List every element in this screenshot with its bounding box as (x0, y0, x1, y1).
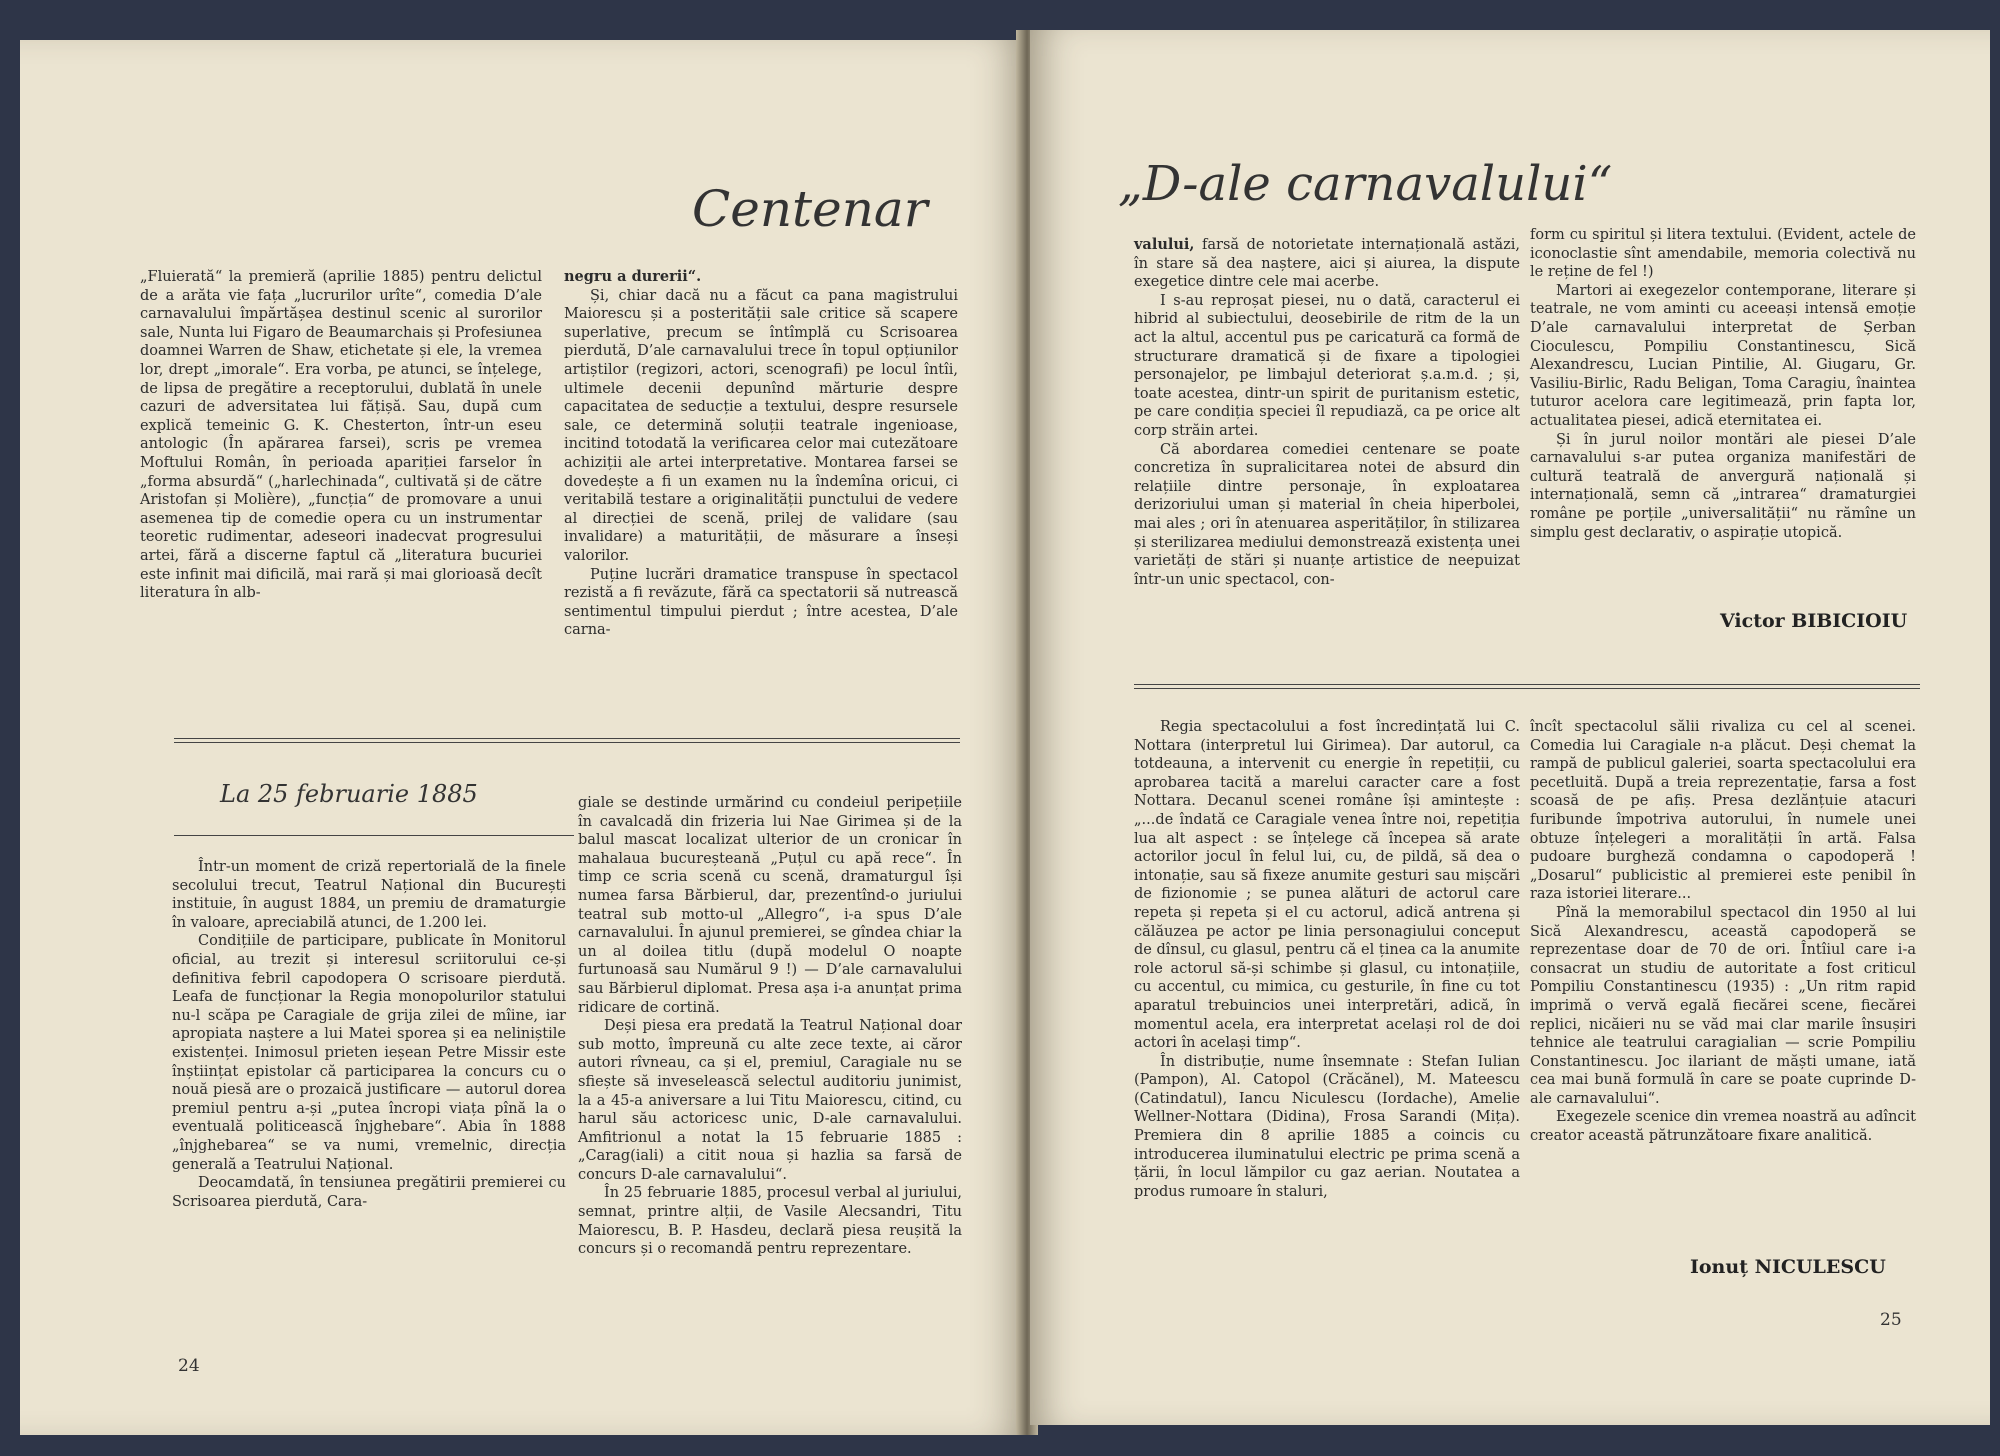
regia-text-2a: încît spectacolul sălii rivaliza cu cel al scenei. Comedia lui Caragiale n-a plăcut. Deși chemat la rampă de publicul galeriei, soarta spectacolului era pecetluită. După a treia reprezentație, farsa a fost scoasă de pe afiș. Presa dezlănțuie atacuri furibunde împotriva autorului, în numele unei obtuze înțelegeri a moralității în artă. Falsa pudoare burgheză condamna o capodoperă ! „Dosarul“ publicistic al premierei este penibil în raza istoriei literare... (1530, 719, 1916, 903)
author-niculescu: Ionuț NICULESCU (1690, 1256, 1886, 1278)
february-text-2b: Deși piesa era predată la Teatrul Național doar sub motto, împreună cu alte zece texte, ai căror autori rîvneau, ca și el, premiul, Caragiale nu se sfiește să inveselească selectul auditoriu junimist, la a 45-a aniversare a lui Titu Maiorescu, citind, cu harul său actoricesc unic, D-ale carnavalului. Amfitrionul a notat la 15 februarie 1885 : „Carag(iali) a citit noua și hazlia sa farsă de concurs D-ale carnavalului“. (578, 1018, 962, 1183)
centenar-heading: Centenar (692, 180, 928, 238)
centenar-text-2b: Puține lucrări dramatice transpuse în spectacol rezistă a fi revăzute, fără ca spectatorii să nutrească sentimentul timpului pierdut ; între acestea, D’ale carna- (564, 566, 958, 639)
dale-text-2c: Și în jurul noilor montări ale piesei D’ale carnavalului s-ar putea organiza manifestări de cultură teatrală de anvergură națională și internațională, semn că „intrarea“ dramaturgiei române pe porțile „universalității“ nu rămîne un simplu gest declarativ, o aspirație utopică. (1530, 431, 1916, 541)
dale-text-1c: Că abordarea comediei centenare se poate concretiza în supralicitarea notei de absurd din relațiile dintre personaje, în exploatarea derizoriului uman și material în cheia hiperbolei, mai ales ; ori în atenuarea asperităților, în stilizarea și sterilizarea mediului demonstrează existența unei varietăți de stări și nuanțe artistice de neepuizat într-un unic spectacol, con- (1134, 441, 1520, 588)
regia-text-2b: Pînă la memorabilul spectacol din 1950 al lui Sică Alexandrescu, această capodoperă se reprezentase doar de 70 de ori. Întîiul care i-a consacrat un studiu de autoritate a fost criticul Pompiliu Constantinescu (1935) : „Un ritm rapid imprimă o vervă egală fiecărei scene, fiecărei replici, nicăieri nu se văd mai clar marile însușiri tehnice ale teatrului caragialian — scrie Pompiliu Constantinescu. Joc ilariant de măști umane, iată cea mai bună formulă în care se poate cuprinde D-ale carnavalului“. (1530, 904, 1916, 1107)
centenar-column-2 (564, 268, 958, 640)
dale-text-1-start: valului, (1134, 236, 1195, 253)
left-page (20, 40, 1024, 1435)
page-number-right: 25 (1880, 1310, 1902, 1330)
section-divider-left (174, 738, 960, 743)
february-text-1a: Într-un moment de criză repertorială de la finele secolului trecut, Teatrul Național din București instituie, în august 1884, un premiu de dramaturgie în valoare, apreciabilă atunci, de 1.200 lei. (172, 859, 566, 931)
subheading-rule (174, 835, 574, 836)
centenar-text-1: „Fluierată“ la premieră (aprilie 1885) pentru delictul de a arăta vie fața „lucrurilor urîte“, comedia D’ale carnavalului împărtășea destinul scenic al surorilor sale, Nunta lui Figaro de Beaumarchais și Profesiunea doamnei Warren de Shaw, etichetate și ele, la vremea lor, drept „imorale“. Era vorba, pe atunci, se înțelege, de lipsa de pregătire a receptorului, dublată în unele cazuri de adversitatea lui fățișă. Sau, după cum explică temeinic G. K. Chesterton, într-un eseu antologic (În apărarea farsei), scris pe vremea Moftului Român, în perioada apariției farselor în „forma absurdă“ („harlechinada“, cultivată și de către Aristofan și Molière), „funcția“ de promovare a unui asemenea tip de comedie opera cu un instrumentar teoretic rudimentar, adeseori inadecvat progresului artei, fără a discerne faptul că „literatura bucuriei este infinit mai dificilă, mai rară și mai glorioasă decît literatura în alb- (140, 269, 542, 602)
section-divider-right (1134, 684, 1920, 689)
centenar-column-1 (140, 268, 542, 603)
dale-text-1b: I s-au reproșat piesei, nu o dată, caracterul ei hibrid al subiectului, deosebirile de ritm de la un act la altul, accentul pus pe caricatură ca formă de structurare dramatică și de fixare a tipologiei personajelor, pe limbajul deteriorat ș.a.m.d. ; și, toate acestea, dintr-un spirit de puritanism estetic, pe care condiția speciei îl repudiază, ca pe orice alt corp străin artei. (1134, 292, 1520, 439)
february-text-2c: În 25 februarie 1885, procesul verbal al juriului, semnat, printre alții, de Vasile Alecsandri, Titu Maiorescu, B. P. Hasdeu, declară piesa reușită la concurs și o recomandă pentru reprezentare. (578, 1185, 962, 1258)
regia-column-1 (1134, 718, 1520, 1201)
centenar-text-2-start: negru a durerii“. (564, 268, 702, 285)
dale-text-2b: Martori ai exegezelor contemporane, literare și teatrale, ne vom aminti cu aceeași intensă emoție D’ale carnavalului interpretat de Șerban Cioculescu, Pompiliu Constantinescu, Sică Alexandrescu, Lucian Pintilie, Al. Giugaru, Gr. Vasiliu-Birlic, Radu Beligan, Toma Caragiu, înaintea tuturor acelora care legitimează, prin fapta lor, actualitatea piesei, adică eternitatea ei. (1530, 282, 1916, 429)
regia-text-1b: În distribuție, nume însemnate : Stefan Iulian (Pampon), Al. Catopol (Crăcănel), M. Mateescu (Catindatul), Iancu Niculescu (Iordache), Amelie Wellner-Nottara (Didina), Frosa Sarandi (Mița). Premiera din 8 aprilie 1885 a coincis cu introducerea iluminatului electric pe prima scenă a țării, în locul lămpilor cu gaz aerian. Noutatea a produs rumoare în staluri, (1134, 1053, 1520, 1200)
dale-text-1-rest: farsă de notorietate internațională astăzi, în stare să dea naștere, aici și aiurea, la dispute exegetice dintre cele mai acerbe. (1134, 237, 1521, 291)
regia-text-1a: Regia spectacolului a fost încredințată lui C. Nottara (interpretul lui Girimea). Dar autorul, ca totdeauna, a intervenit cu energie în repetiții, cu aprobarea tacită a marelui caracter care a fost Nottara. Decanul scenei române își amintește : „...de îndată ce Caragiale venea între noi, repetiția lua alt aspect : se înțelege că începea să arate actorilor jocul în felul lui, cu, de pildă, să dea o intonație, sau să fixeze anumite gesturi sau mișcări de fizionomie ; se punea alături de actorul care repeta și repeta și el cu actorul, adică antrena și călăuzea pe actor pe linia personagiului conceput de dînsul, cu glasul, pentru că el ținea ca la anumite role actorul să-și schimbe și glasul, cu intonațiile, cu accentul, cu mimica, cu gesturile, în fine cu tot aparatul trebuincios unei interpretări, adică, în momentul acela, era interpretat același rol de doi actori în același timp“. (1134, 719, 1520, 1052)
dale-text-2a: form cu spiritul și litera textului. (Evident, actele de iconoclastie sînt amendabile, memoria colectivă nu le reține de fel !) (1530, 227, 1916, 281)
page-number-left: 24 (178, 1356, 200, 1376)
dale-column-2 (1530, 226, 1916, 542)
dale-text-1a (1134, 236, 1520, 292)
february-text-1b: Condițiile de participare, publicate în Monitorul oficial, au trezit și interesul scriitorului ce-și definitiva febril capodopera O scrisoare pierdută. Leafa de funcționar la Regia monopolurilor statului nu-l scăpa pe Caragiale de grija zilei de mîine, iar apropiata naștere a lui Matei sporea și ea neliniștile existenței. Inimosul prieten ieșean Petre Missir este înștiințat epistolar că participarea la concurs cu o nouă piesă are o prozaică justificare — autorul dorea premiul pentru a-și „putea încropi viața pînă la o eventuală politicească înjghebare“. Abia în 1888 „înjghebarea“ se va numi, vremelnic, direcția generală a Teatrului Național. (172, 933, 566, 1173)
february-text-2a: giale se destinde urmărind cu condeiul peripețiile în cavalcadă din frizeria lui Nae Girimea și de la balul mascat localizat ulterior de un cronicar în mahalaua bucureșteană „Puțul cu apă rece“. În timp ce scria scenă cu scenă, dramaturgul își numea farsa Bărbierul, dar, prezentînd-o juriului teatral sub motto-ul „Allegro“, i-a spus D’ale carnavalului. În ajunul premierei, se gîndea chiar la un al doilea titlu (după modelul O noapte furtunoasă sau Numărul 9 !) — D’ale carnavalului sau Bărbierul diplomat. Presa așa i-a anunțat prima ridicare de cortină. (578, 795, 962, 1016)
february-column-1 (172, 858, 566, 1211)
right-page (1030, 30, 1990, 1425)
regia-column-2 (1530, 718, 1916, 1146)
regia-text-2c: Exegezele scenice din vremea noastră au adîncit creator această pătrunzătoare fixare analitică. (1530, 1109, 1916, 1145)
author-bibicioiu: Victor BIBICIOIU (1720, 610, 1908, 632)
dale-column-1 (1134, 236, 1520, 589)
february-column-2 (578, 794, 962, 1259)
dale-carnavalului-heading: „D-ale carnavalului“ (1118, 156, 1613, 212)
february-text-1c: Deocamdată, în tensiunea pregătirii premierei cu Scrisoarea pierdută, Cara- (172, 1175, 566, 1210)
centenar-text-2: Și, chiar dacă nu a făcut ca pana magistrului Maiorescu și a posterității sale critice să scapere superlative, precum se întîmplă cu Scrisoarea pierdută, D’ale carnavalului trece în topul opțiunilor artiștilor (regizori, actori, scenografi) pe locul întîi, ultimele decenii depunînd mărturie despre capacitatea de seducție a textului, despre resursele sale, ce determină soluții teatrale ingenioase, incitind totodată la verificarea celor mai cutezătoare achiziții ale artei interpretative. Montarea farsei se dovedește a fi un examen nu la îndemîna oricui, ci veritabilă testare a originalității punctului de vedere al direcției de scenă, prilej de validare (sau invalidare) a maturității, de măsurare a înseși valorilor. (564, 287, 958, 564)
february-subheading: La 25 februarie 1885 (220, 780, 478, 808)
